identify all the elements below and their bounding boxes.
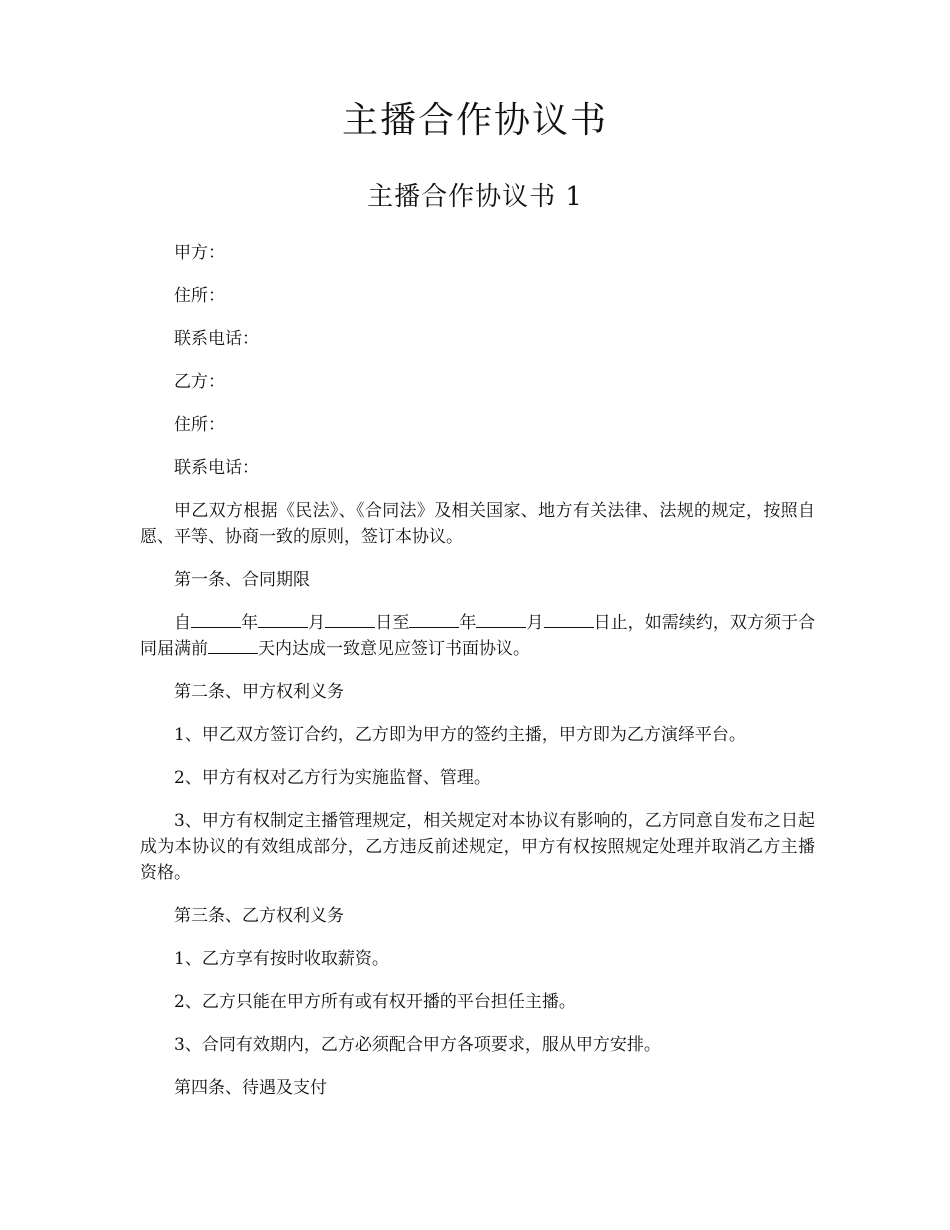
- article3-item: 1、乙方享有按时收取薪资。: [174, 949, 389, 969]
- party-b-name-label: 乙方：: [174, 372, 225, 392]
- blank-line: [409, 626, 459, 628]
- article2-item: 2、甲方有权对乙方行为实施监督、管理。: [174, 768, 491, 788]
- document-body: [140, 240, 815, 1118]
- party-b-address-label: 住所：: [174, 415, 225, 435]
- article3-heading: 第三条、乙方权利义务: [174, 906, 344, 926]
- party-b-phone-label: 联系电话：: [174, 458, 259, 478]
- party-a-name-label: 甲方：: [174, 243, 225, 263]
- term-text-3: 月: [308, 613, 326, 633]
- term-text-2: 年: [241, 613, 259, 633]
- term-text-7: 日止，如需续约，双方须于合同届满前: [140, 613, 816, 659]
- party-a-phone-label: 联系电话：: [174, 329, 259, 349]
- article2-item: 1、甲乙双方签订合约，乙方即为甲方的签约主播，甲方即为乙方演绎平台。: [174, 725, 746, 745]
- article4-heading: 第四条、待遇及支付: [174, 1078, 327, 1098]
- article1-term-paragraph: [140, 610, 815, 662]
- blank-line: [208, 652, 258, 654]
- blank-line: [258, 626, 308, 628]
- term-text-6: 月: [526, 613, 544, 633]
- term-text-5: 年: [459, 613, 477, 633]
- party-a-address-label: 住所：: [174, 286, 225, 306]
- preamble-paragraph: 甲乙双方根据《民法》、《合同法》及相关国家、地方有关法律、法规的规定，按照自愿、平等、协商一致的原则，签订本协议。: [140, 501, 815, 547]
- term-text-8: 天内达成一致意见应签订书面协议。: [258, 639, 530, 659]
- article1-heading: 第一条、合同期限: [174, 570, 310, 590]
- blank-line: [476, 626, 526, 628]
- document-subtitle: 主播合作协议书 1: [367, 182, 583, 212]
- blank-line: [191, 626, 241, 628]
- term-text-1: 自: [174, 613, 192, 633]
- article2-item: 3、甲方有权制定主播管理规定，相关规定对本协议有影响的，乙方同意自发布之日起成为本协议的有效组成部分，乙方违反前述规定，甲方有权按照规定处理并取消乙方主播资格。: [140, 811, 815, 883]
- document-title: 主播合作协议书: [341, 100, 608, 141]
- article3-item: 3、合同有效期内，乙方必须配合甲方各项要求，服从甲方安排。: [174, 1035, 661, 1055]
- article2-heading: 第二条、甲方权利义务: [174, 682, 344, 702]
- blank-line: [544, 626, 594, 628]
- article3-item: 2、乙方只能在甲方所有或有权开播的平台担任主播。: [174, 992, 576, 1012]
- term-text-4: 日至: [375, 613, 410, 633]
- blank-line: [325, 626, 375, 628]
